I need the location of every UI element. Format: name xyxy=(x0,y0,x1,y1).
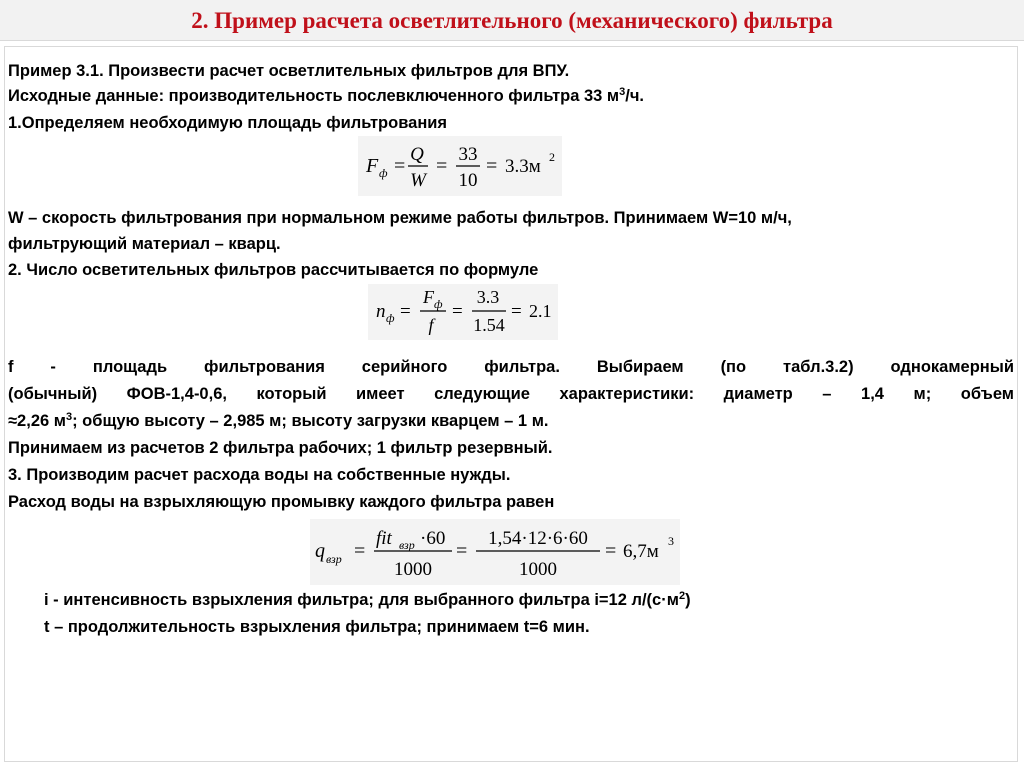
filter-volume-line xyxy=(8,411,548,431)
intensity-close: ) xyxy=(685,591,691,609)
filter-volume-text: ≈2,26 м xyxy=(8,412,66,430)
f1-num1: Q xyxy=(410,144,424,165)
f3-den1: 1000 xyxy=(394,559,432,580)
f2-num2: 3.3 xyxy=(476,287,500,307)
f3-num1-sub: взр xyxy=(399,538,415,552)
filter-spec-line: (обычный) ФОВ-1,4-0,6, который имеет следующие характеристики: диаметр – 1,4 м; объем xyxy=(8,385,1014,403)
wash-flow-formula xyxy=(310,519,680,585)
material-line: фильтрующий материал – кварц. xyxy=(8,235,281,253)
f2-eq3: = xyxy=(511,301,522,322)
duration-line: t – продолжительность взрыхления фильтра; принимаем t=6 мин. xyxy=(44,618,590,636)
step2-heading: 2. Число осветительных фильтров рассчитывается по формуле xyxy=(8,261,539,279)
example-heading: Пример 3.1. Произвести расчет осветлительных фильтров для ВПУ. xyxy=(8,62,570,80)
f1-num2: 33 xyxy=(458,144,478,165)
step3-heading: 3. Производим расчет расхода воды на собственные нужды. xyxy=(8,466,511,484)
f1-result: 3.3м xyxy=(505,156,541,177)
f3-den2: 1000 xyxy=(519,559,557,580)
f3-eq2: = xyxy=(456,540,468,562)
f3-num1: fit xyxy=(376,528,392,549)
count-formula xyxy=(368,284,558,340)
f2-den2: 1.54 xyxy=(473,315,505,335)
f2-eq1: = xyxy=(400,301,411,322)
filter-height-text: ; общую высоту – 2,985 м; высоту загрузки кварцем – 1 м. xyxy=(72,412,549,430)
intensity-sup: 2 xyxy=(678,590,686,602)
filters-count-line: Принимаем из расчетов 2 фильтра рабочих; 1 фильтр резервный. xyxy=(8,439,553,457)
f3-result: 6,7м xyxy=(623,541,659,562)
f1-eq3: = xyxy=(486,155,498,177)
f3-eq1: = xyxy=(354,540,366,562)
velocity-line: W – скорость фильтрования при нормальном режиме работы фильтров. Принимаем W=10 м/ч, xyxy=(8,209,792,227)
area-formula xyxy=(358,136,562,196)
f2-num1: F xyxy=(423,287,434,307)
f2-lhs-sub: ф xyxy=(386,311,395,325)
f1-result-sup: 2 xyxy=(549,150,555,164)
initial-data-unit: /ч. xyxy=(625,87,645,105)
intensity-line xyxy=(44,590,691,610)
f3-num1-tail: ·60 xyxy=(420,528,446,549)
f1-den2: 10 xyxy=(458,170,478,191)
initial-data-sup: 3 xyxy=(619,86,626,98)
f2-den1: f xyxy=(428,315,434,335)
step1-heading: 1.Определяем необходимую площадь фильтрования xyxy=(8,114,448,132)
f3-eq3: = xyxy=(605,540,617,562)
f1-den1: W xyxy=(410,170,426,191)
filter-area-line: f - площадь фильтрования серийного фильтра. Выбираем (по табл.3.2) однокамерный xyxy=(8,358,1014,376)
filter-volume-sup: 3 xyxy=(65,411,73,423)
f3-num2: 1,54·12·6·60 xyxy=(488,528,588,549)
initial-data-line xyxy=(8,86,644,106)
f3-result-sup: 3 xyxy=(668,534,674,548)
f2-lhs: n xyxy=(376,301,386,322)
f1-lhs-sub: ф xyxy=(379,166,388,180)
f1-eq1: = xyxy=(394,155,406,177)
f2-num1-sub: ф xyxy=(434,297,443,311)
f3-lhs: q xyxy=(315,540,325,562)
f3-lhs-sub: взр xyxy=(326,552,342,566)
f2-result: 2.1 xyxy=(529,301,552,321)
intensity-text: i - интенсивность взрыхления фильтра; для выбранного фильтра i=12 л/(с·м xyxy=(44,591,679,609)
f2-eq2: = xyxy=(452,301,463,322)
f1-eq2: = xyxy=(436,155,448,177)
slide-title: 2. Пример расчета осветлительного (механического) фильтра xyxy=(191,8,833,33)
wash-flow-line: Расход воды на взрыхляющую промывку каждого фильтра равен xyxy=(8,493,555,511)
initial-data-text: Исходные данные: производительность послевключенного фильтра 33 м xyxy=(8,87,620,105)
f1-lhs: F xyxy=(366,155,379,177)
